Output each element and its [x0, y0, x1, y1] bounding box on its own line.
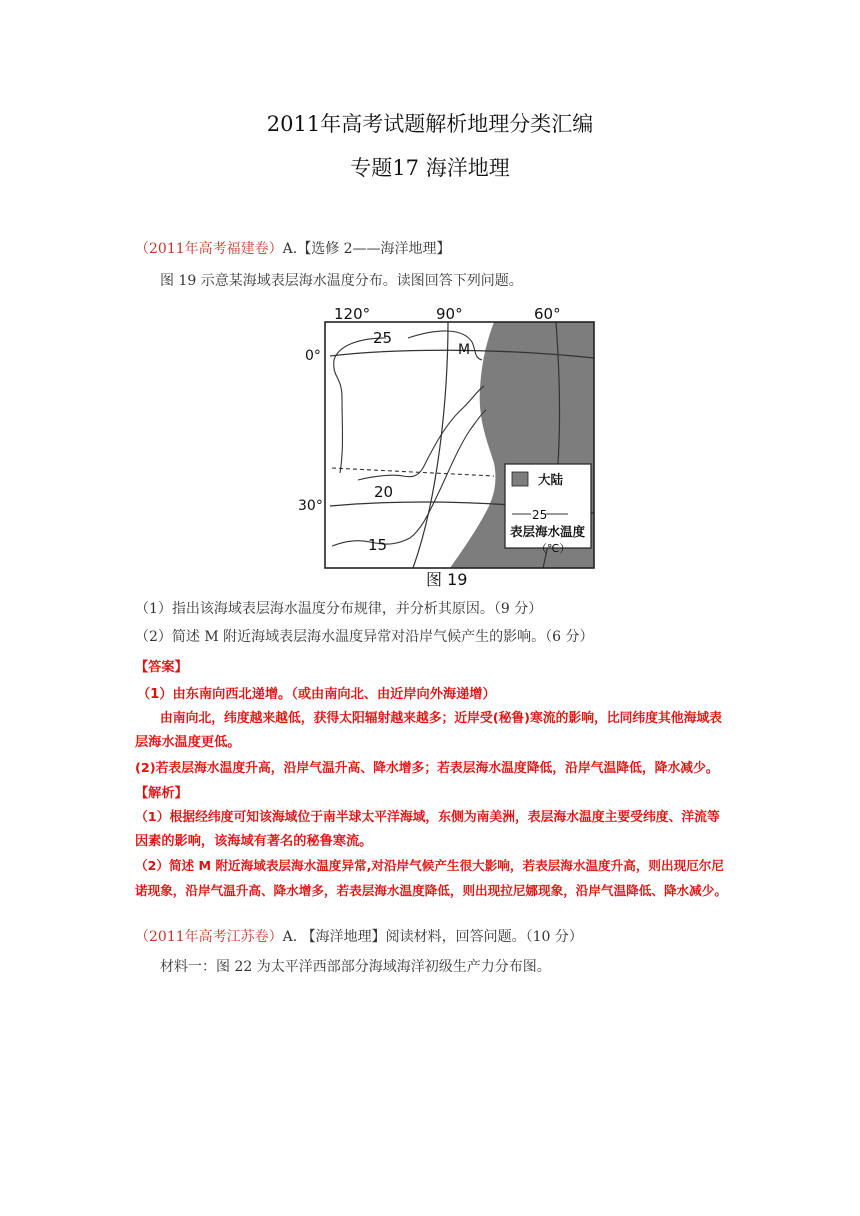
- analysis-line: 诺现象，沿岸气温升高、降水增多，若表层海水温度降低，则出现拉尼娜现象，沿岸气温降低、降水减少。: [135, 883, 727, 898]
- sub-question-1: （1）指出该海域表层海水温度分布规律，并分析其原因。（9 分）: [135, 601, 543, 617]
- doc-subtitle: 专题17 海洋地理: [350, 156, 510, 180]
- section-header: A. 【海洋地理】阅读材料，回答问题。（10 分）: [282, 929, 583, 945]
- answer-line: 层海水温度更低。: [135, 735, 241, 750]
- isotherm-label-25: 25: [373, 329, 393, 347]
- question-2-header: [135, 926, 583, 946]
- exam-source: （2011年高考江苏卷）: [135, 929, 283, 945]
- isotherm-label-15: 15: [368, 536, 388, 554]
- question-1-header: [135, 238, 451, 258]
- exam-source: （2011年高考福建卷）: [135, 241, 283, 257]
- isotherm-label-20: 20: [374, 483, 394, 501]
- material-1: 材料一：图 22 为太平洋西部部分海域海洋初级生产力分布图。: [160, 959, 551, 975]
- isotherm-20: [358, 386, 484, 480]
- legend-land-swatch: [512, 472, 528, 486]
- analysis-line: （2）简述 M 附近海域表层海水温度异常,对沿岸气候产生很大影响，若表层海水温度升高，则出现厄尔尼: [135, 858, 724, 873]
- legend-isotherm-label: 表层海水温度: [510, 524, 586, 539]
- doc-title: 2011年高考试题解析地理分类汇编: [266, 112, 594, 136]
- section-header: A.【选修 2——海洋地理】: [282, 241, 451, 257]
- dashed-line: [332, 468, 494, 476]
- figure-caption: 图 19: [426, 570, 468, 589]
- answer-line: （1）由东南向西北递增。（或由南向北、由近岸向外海递增）: [137, 687, 496, 702]
- lat-label-0: 0°: [305, 348, 321, 364]
- figure-intro: 图 19 示意某海域表层海水温度分布。读图回答下列问题。: [160, 273, 523, 289]
- answer-line: (2)若表层海水温度升高，沿岸气温升高、降水增多；若表层海水温度降低，沿岸气温降低，降水减少。: [135, 761, 719, 776]
- legend-isotherm-value: 25: [532, 508, 548, 522]
- point-m-label: M: [458, 342, 471, 358]
- legend-land-label: 大陆: [538, 472, 564, 487]
- analysis-label: 【解析】: [135, 786, 188, 801]
- sub-question-2: （2）简述 M 附近海域表层海水温度异常对沿岸气候产生的影响。（6 分）: [135, 629, 594, 645]
- answer-label: 【答案】: [135, 660, 188, 675]
- isotherm-25-west: [334, 338, 386, 473]
- analysis-line: （1）根据经纬度可知该海域位于南半球太平洋海域，东侧为南美洲，表层海水温度主要受纬度、洋流等: [135, 810, 720, 825]
- isotherm-25-east: [408, 331, 482, 360]
- legend-isotherm-unit: （℃）: [536, 542, 571, 555]
- longitude-90-line: [413, 322, 448, 568]
- lon-label-90: 90°: [436, 305, 463, 323]
- isotherm-15: [332, 410, 486, 546]
- sea-temperature-map: [298, 298, 600, 590]
- lat-label-30: 30°: [298, 498, 323, 514]
- answer-line: 由南向北，纬度越来越低，获得太阳辐射越来越多；近岸受(秘鲁)寒流的影响，比同纬度其他海域表: [160, 711, 722, 726]
- analysis-line: 因素的影响，该海域有著名的秘鲁寒流。: [135, 834, 373, 849]
- lon-label-120: 120°: [334, 305, 371, 323]
- lon-label-60: 60°: [534, 305, 561, 323]
